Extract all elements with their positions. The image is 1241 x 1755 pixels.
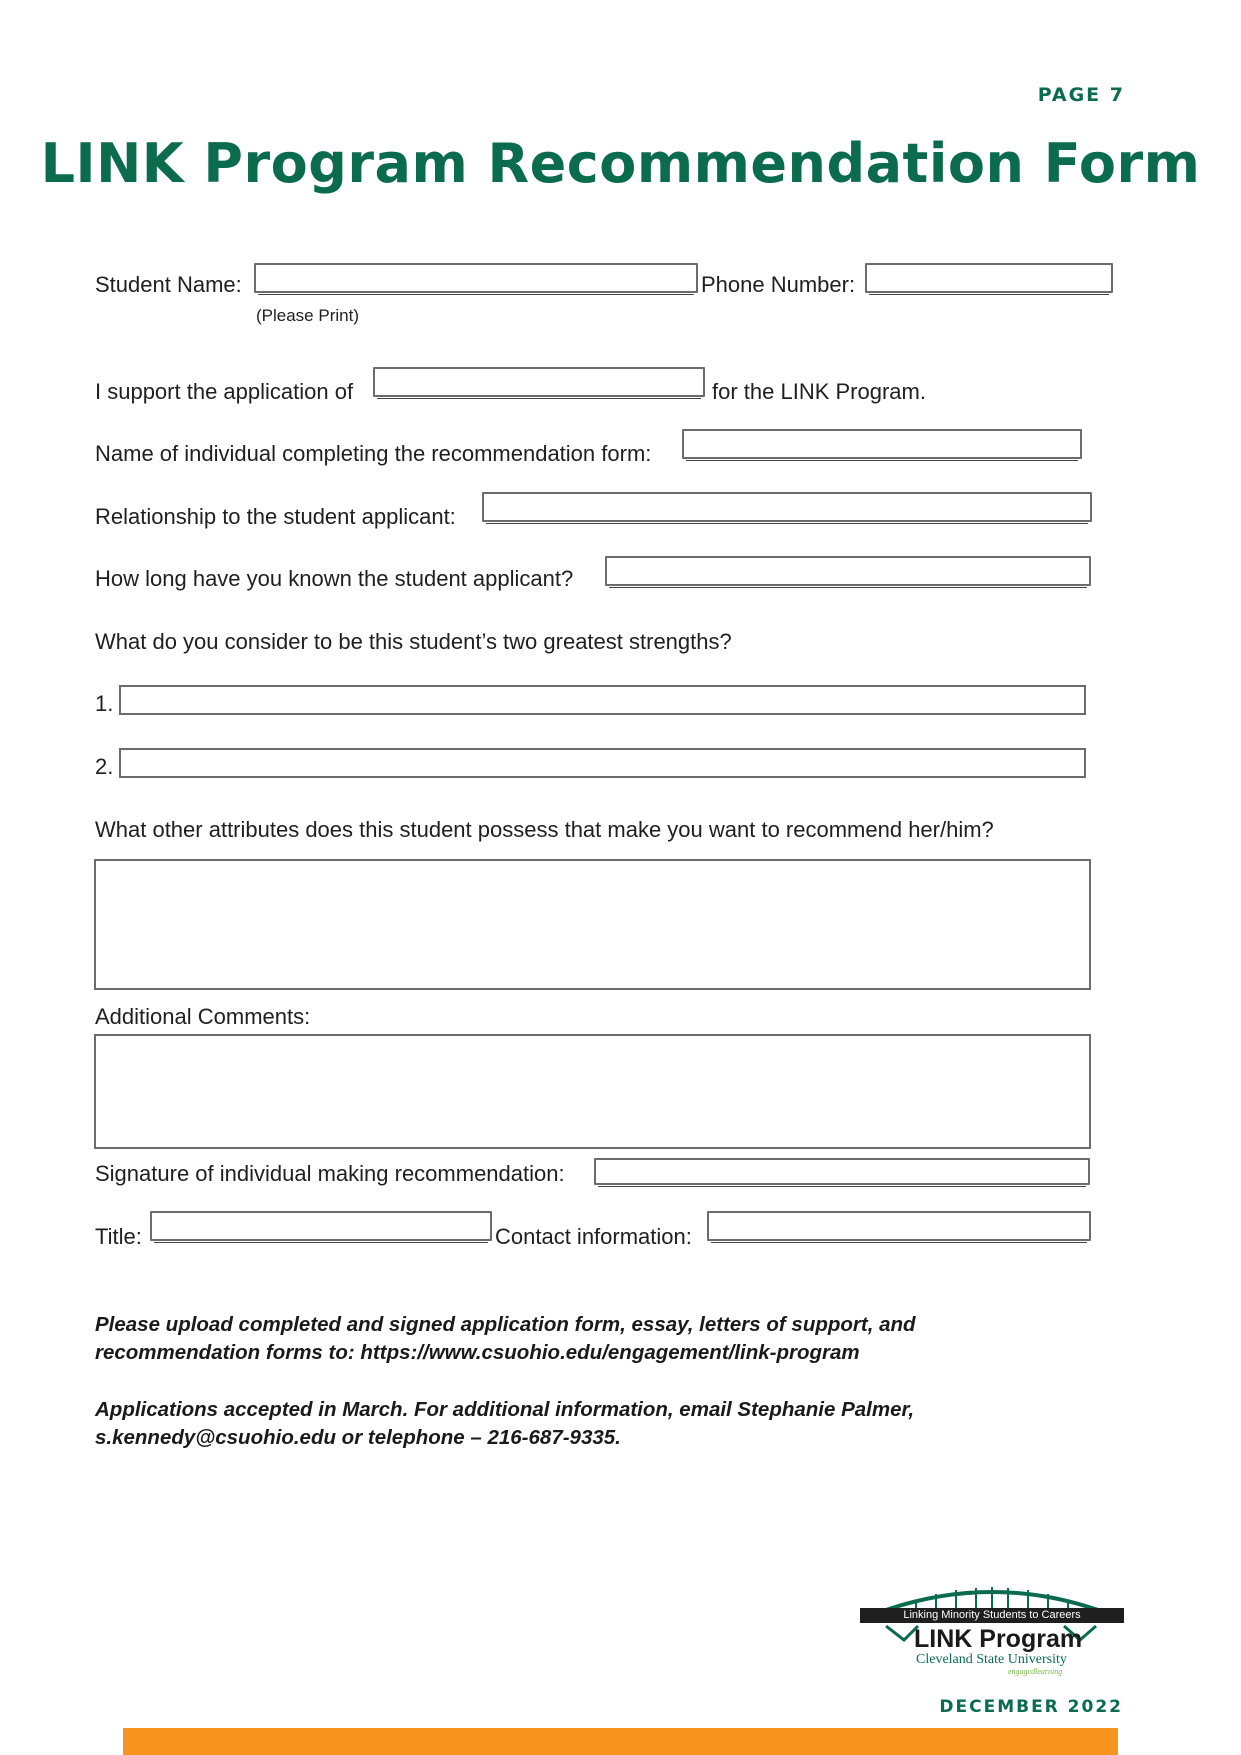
phone-number-input[interactable] (865, 263, 1113, 293)
contact-label: Contact information: (495, 1224, 692, 1249)
upload-line-2: recommendation forms to: https://www.csuohio.edu/engagement/link-program (95, 1341, 860, 1364)
student-name-label: Student Name: (95, 272, 242, 297)
info-line-1: Applications accepted in March. For additional information, email Stephanie Palmer, (95, 1398, 915, 1421)
student-name-input[interactable] (254, 263, 698, 293)
footer-date: DECEMBER 2022 (939, 1697, 1123, 1717)
upload-line-1: Please upload completed and signed application form, essay, letters of support, and (95, 1313, 916, 1336)
contact-input[interactable] (707, 1211, 1091, 1241)
footer-bar (123, 1728, 1118, 1755)
relationship-input[interactable] (482, 492, 1092, 522)
title-label: Title: (95, 1224, 142, 1249)
attributes-question: What other attributes does this student possess that make you want to recommend her/him? (95, 817, 994, 842)
additional-comments-textarea[interactable] (94, 1034, 1091, 1149)
upload-instructions (95, 1311, 1115, 1367)
recommender-name-label: Name of individual completing the recommendation form: (95, 441, 652, 466)
logo-name: LINK Program (914, 1625, 1083, 1653)
application-info (95, 1396, 1115, 1452)
form-title: LINK Program Recommendation Form (40, 132, 1201, 195)
title-input[interactable] (150, 1211, 492, 1241)
info-line-2: s.kennedy@csuohio.edu or telephone – 216-687-9335. (95, 1426, 621, 1449)
relationship-label: Relationship to the student applicant: (95, 504, 456, 529)
applicant-name-input[interactable] (373, 367, 705, 397)
additional-comments-label: Additional Comments: (95, 1004, 311, 1029)
strengths-question: What do you consider to be this student’s two greatest strengths? (95, 629, 732, 654)
signature-label: Signature of individual making recommendation: (95, 1161, 565, 1186)
strength-1-number: 1. (95, 691, 114, 716)
attributes-textarea[interactable] (94, 859, 1091, 990)
recommender-name-input[interactable] (682, 429, 1082, 459)
support-prefix-label: I support the application of (95, 379, 354, 404)
strength-2-number: 2. (95, 754, 114, 779)
strength-2-input[interactable] (119, 748, 1086, 778)
signature-input[interactable] (594, 1158, 1090, 1185)
strength-1-input[interactable] (119, 685, 1086, 715)
logo-university: Cleveland State University (916, 1652, 1067, 1667)
phone-number-label: Phone Number: (701, 272, 856, 297)
support-suffix-label: for the LINK Program. (712, 379, 926, 404)
logo-banner: Linking Minority Students to Careers (860, 1608, 1124, 1623)
please-print-hint: (Please Print) (256, 306, 359, 325)
logo-tagline: engagedlearning (1008, 1667, 1063, 1676)
page-number: PAGE 7 (1037, 84, 1125, 106)
how-long-label: How long have you known the student applicant? (95, 566, 574, 591)
how-long-input[interactable] (605, 556, 1091, 586)
